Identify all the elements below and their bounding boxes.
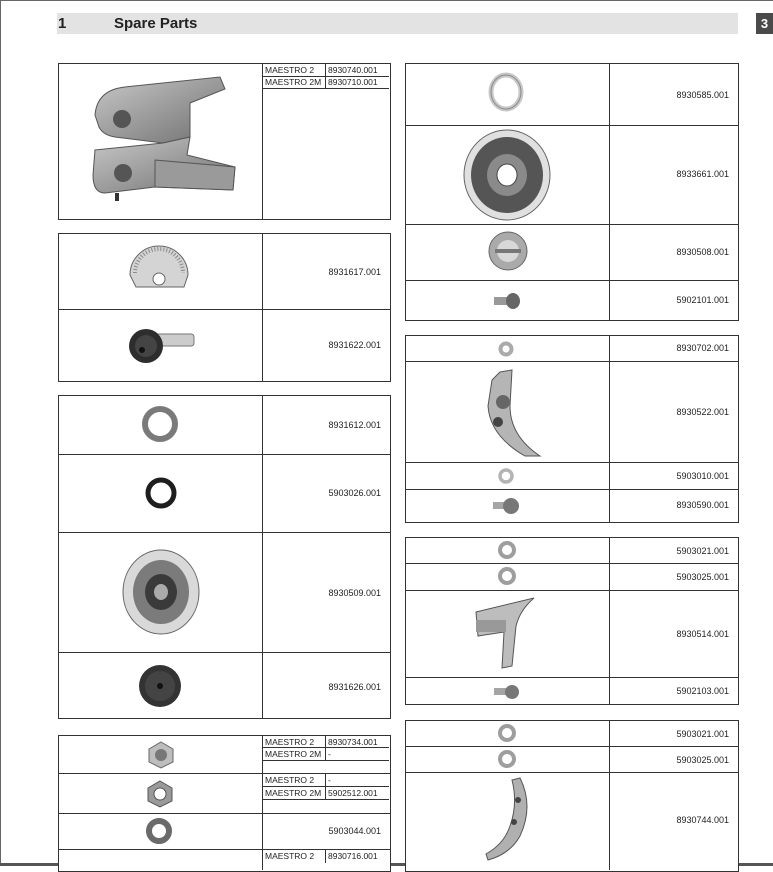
part-number: 8930702.001 — [676, 343, 729, 353]
part-number: 8930508.001 — [676, 247, 729, 257]
model-code: 8930710.001 — [328, 77, 378, 87]
part-number: 8930522.001 — [676, 407, 729, 417]
frame-part-image — [85, 75, 245, 205]
part-group-curved-blade — [405, 720, 739, 872]
part-number: 8931617.001 — [328, 267, 381, 277]
model-code: 8930734.001 — [328, 737, 378, 747]
part-group-wheel — [58, 395, 391, 719]
adjust-knob-image — [124, 320, 198, 372]
model-code: - — [328, 749, 331, 759]
part-number: 8930590.001 — [676, 500, 729, 510]
model-name: MAESTRO 2 — [265, 851, 315, 861]
page-border-top — [0, 0, 773, 1]
spacer-ring-image — [487, 72, 525, 112]
part-group-blade — [405, 63, 739, 321]
part-number: 8931612.001 — [328, 420, 381, 430]
hex-nut-image — [145, 779, 175, 809]
page-tab[interactable]: 3 — [756, 13, 773, 34]
scale-plate-image — [128, 243, 190, 293]
model-name: MAESTRO 2 — [265, 775, 315, 785]
part-group-adjust — [58, 233, 391, 382]
washer-image — [497, 540, 517, 560]
model-code: 8930716.001 — [328, 851, 378, 861]
cutting-wheel-image — [120, 548, 202, 636]
washer-image — [498, 341, 514, 357]
model-code: - — [328, 775, 331, 785]
part-number: 8930744.001 — [676, 815, 729, 825]
part-number: 5903026.001 — [328, 488, 381, 498]
model-code: 5902512.001 — [328, 788, 378, 798]
part-number: 5902103.001 — [676, 686, 729, 696]
part-number: 5903021.001 — [676, 546, 729, 556]
part-number: 5903021.001 — [676, 729, 729, 739]
part-number: 8930514.001 — [676, 629, 729, 639]
part-number: 5903044.001 — [328, 826, 381, 836]
screw-image — [492, 292, 522, 310]
model-code: 8930740.001 — [328, 65, 378, 75]
model-name: MAESTRO 2 — [265, 737, 315, 747]
small-washer-image — [497, 467, 515, 485]
screw-image — [492, 683, 522, 701]
part-group-guide — [405, 335, 739, 523]
model-name: MAESTRO 2M — [265, 749, 322, 759]
part-number: 8931622.001 — [328, 340, 381, 350]
washer-image — [497, 723, 517, 743]
section-number: 1 — [58, 15, 67, 32]
part-number: 5903025.001 — [676, 572, 729, 582]
section-title: Spare Parts — [114, 15, 198, 32]
model-name: MAESTRO 2M — [265, 788, 322, 798]
part-number: 8930585.001 — [676, 90, 729, 100]
washer-image — [497, 749, 517, 769]
bolt-image — [491, 496, 521, 516]
o-ring-image — [144, 476, 178, 510]
model-name: MAESTRO 2M — [265, 77, 322, 87]
hub-image — [487, 230, 529, 272]
part-number: 5903025.001 — [676, 755, 729, 765]
part-number: 8933661.001 — [676, 169, 729, 179]
washer-image — [497, 566, 517, 586]
guide-arm-image — [470, 366, 546, 458]
page-border-left — [0, 0, 1, 866]
part-number: 5902101.001 — [676, 295, 729, 305]
nut-image — [146, 740, 176, 770]
model-name: MAESTRO 2 — [265, 65, 315, 75]
washer-image — [146, 818, 172, 844]
part-number: 8931626.001 — [328, 682, 381, 692]
part-number: 5903010.001 — [676, 471, 729, 481]
part-number: 8930509.001 — [328, 588, 381, 598]
bracket-image — [472, 596, 540, 672]
ring-image — [142, 406, 178, 442]
circular-blade-image — [462, 128, 552, 222]
curved-blade-image — [480, 776, 540, 862]
roller-image — [136, 663, 184, 709]
